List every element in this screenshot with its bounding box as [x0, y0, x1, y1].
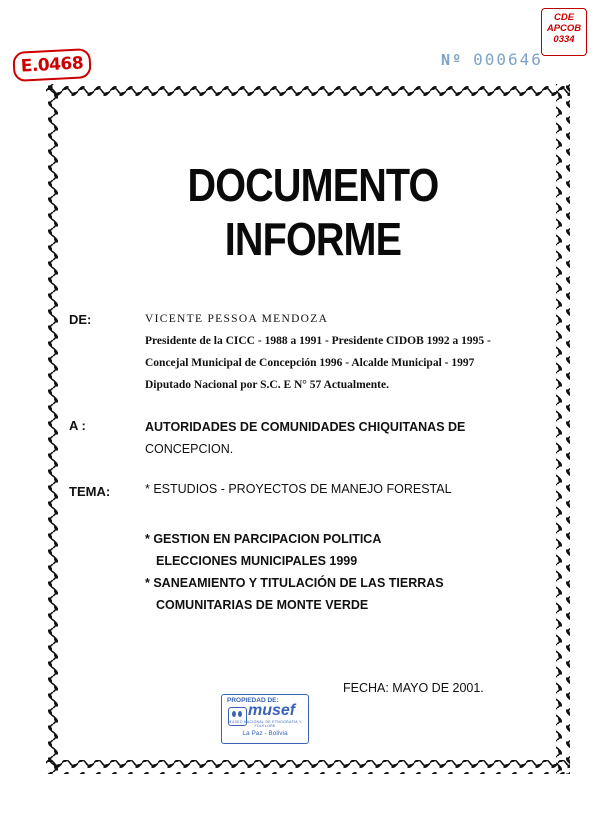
tema-item-1: * GESTION EN PARCIPACION POLITICA	[145, 532, 382, 546]
tema-item-2: ELECCIONES MUNICIPALES 1999	[156, 554, 358, 568]
document-date: FECHA: MAYO DE 2001.	[343, 681, 484, 695]
tema-item-3: * SANEAMIENTO Y TITULACIÓN DE LAS TIERRAS	[145, 576, 444, 590]
mask-logo-icon	[228, 707, 247, 726]
stamp-line-number: 0334	[553, 34, 575, 45]
recipient-block	[145, 416, 555, 460]
tema-line: * ESTUDIOS - PROYECTOS DE MANEJO FORESTAL	[145, 482, 452, 496]
cde-apcob-stamp	[541, 8, 587, 56]
a-label: A :	[69, 418, 86, 433]
stamp-line-cde: CDE	[553, 12, 575, 23]
musef-header: PROPIEDAD DE:	[227, 697, 279, 704]
document-title: DOCUMENTO INFORME	[187, 159, 439, 265]
de-block	[145, 308, 555, 396]
handwritten-code: E.0468	[12, 48, 91, 82]
serial-prefix: Nº	[441, 51, 464, 69]
sender-line-3: Diputado Nacional por S.C. E N° 57 Actualmente.	[145, 379, 389, 391]
tema-items	[145, 528, 444, 616]
sender-line-2: Concejal Municipal de Concepción 1996 - Alcalde Municipal - 1997	[145, 357, 475, 369]
serial-number	[441, 50, 543, 69]
musef-property-stamp	[221, 694, 309, 744]
sender-name: VICENTE PESSOA MENDOZA	[145, 313, 329, 325]
stamp-line-apcob: APCOB	[546, 23, 582, 34]
recipient-line-1: AUTORIDADES DE COMUNIDADES CHIQUITANAS DE	[145, 420, 466, 434]
de-label: DE:	[69, 312, 92, 327]
musef-place: La Paz - Bolivia	[242, 730, 288, 737]
recipient-line-2: CONCEPCION.	[145, 442, 234, 456]
tema-item-4: COMUNITARIAS DE MONTE VERDE	[156, 598, 369, 612]
tema-label: TEMA:	[69, 484, 111, 499]
musef-subtitle: MUSEO NACIONAL DE ETNOGRAFIA Y FOLKLORE	[228, 720, 302, 728]
serial-value: 000646	[473, 50, 543, 69]
musef-name: musef	[248, 702, 296, 719]
sender-line-1: Presidente de la CICC - 1988 a 1991 - Presidente CIDOB 1992 a 1995 -	[145, 335, 491, 347]
